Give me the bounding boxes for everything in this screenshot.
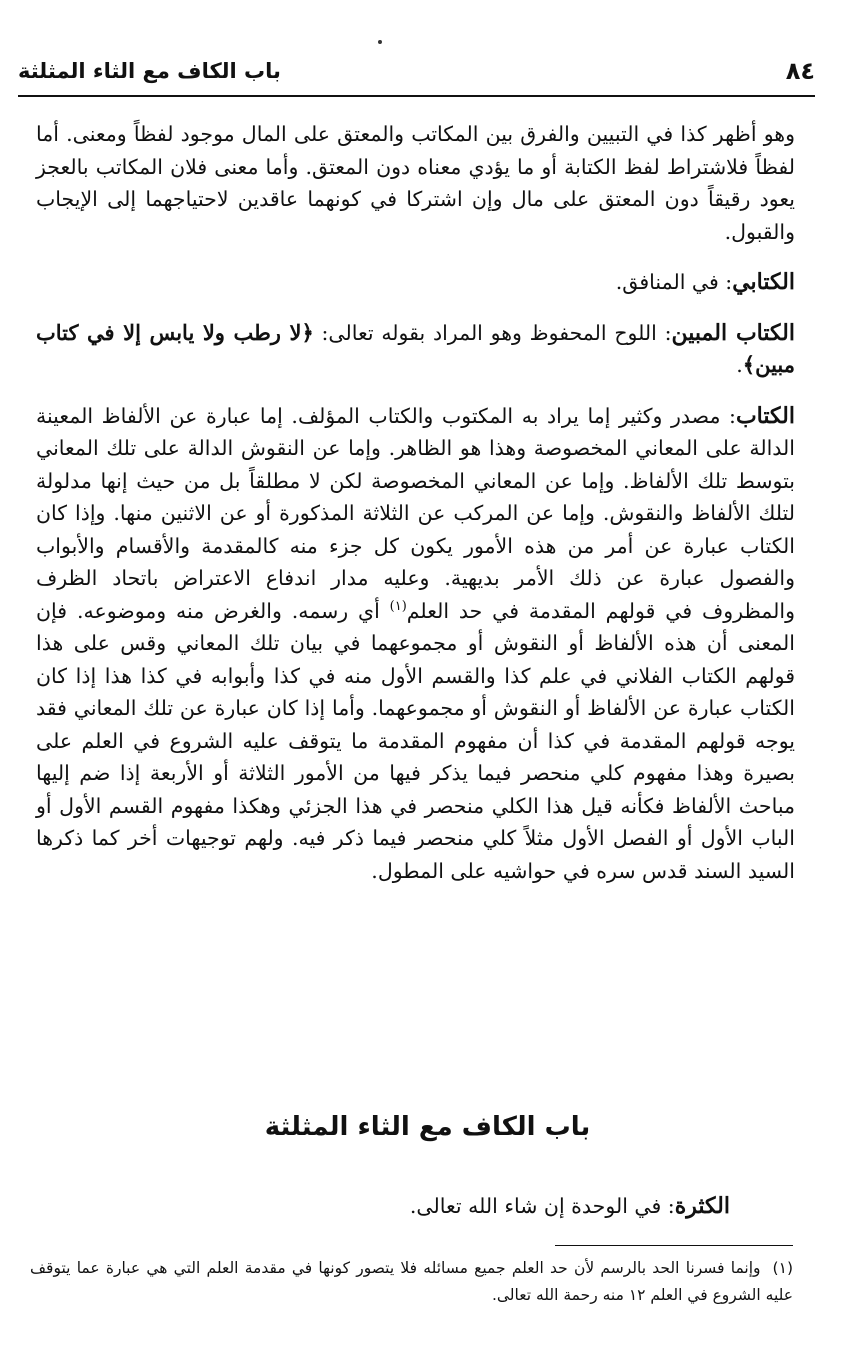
paragraph-continuation: وهو أظهر كذا في التبيين والفرق بين المكاتب والمعتق على المال موجود لفظاً ومعنى. أما لفظاً فلاشتراط لفظ الكتابة أو ما يؤدي معناه دون المعتق. وأما معنى فلان المكاتب بالعجز يعود رقيقاً دون المعتق على مال وإن اشتركا في كونهما عاقدين لاحتياجهما إلى الإيجاب والقبول. [36,122,795,244]
running-header [18,55,815,97]
entry-definition: : في المنافق. [615,270,733,294]
main-text [36,118,795,905]
entry-definition: : اللوح المحفوظ وهو المراد بقوله تعالى: [313,320,672,345]
entry-kitab-mubin [36,317,795,382]
running-title: باب الكاف مع الثاء المثلثة [18,59,281,83]
footnote-ref: (١) [389,598,407,614]
entry-text: : مصدر وكثير إما يراد به المكتوب والكتاب المؤلف. إما عبارة عن الألفاظ المعينة الدالة على المعاني المخصوصة وهذا هو الظاهر. وإما عن النقوش الدالة على تلك المعاني بتوسط تلك الألفاظ. وإما عن المعاني المخصوصة لكن لا مطلقاً بل من حيث إنها مدلولة لتلك الألفاظ والنقوش. وإما عن المركب عن الثلاثة المذكورة أو عن الاثنين منها. وإذا كان الكتاب عبارة عن أمر من هذه الأمور يكون كل جزء منه كالمقدمة والأقسام والأبواب والفصول عبارة عن ذلك الأمر بديهية. وعليه مدار اندفاع الاعتراض باتحاد الظرف والمظروف في قولهم المقدمة في حد العلم [36,403,795,623]
footnote-marker: (١) [772,1259,793,1277]
entry-text-continued: أي رسمه. والغرض منه وموضوعه. فإن المعنى أن هذه الألفاظ أو النقوش أو مجموعهما في بيان تلك المعاني وقس على هذا قولهم الكتاب الفلاني في علم كذا والقسم الأول منه في كذا وأبوابه في كذا هذا إذا كان الكتاب عبارة عن الألفاظ أو النقوش أو مجموعهما. وأما إذا كان عبارة عن تلك المعاني فقد يوجه قولهم المقدمة في كذا أن مفهوم المقدمة ما يتوقف عليه الشروع في العلم على بصيرة وهذا مفهوم كلي منحصر فيما يذكر فيها من الأمور الثلاثة أو الأربعة إذا ضم إليها مباحث الألفاظ فكأنه قيل هذا الكلي منحصر في هذا الجزئي وهكذا مفهوم القسم الأول أو الباب الأول أو الفصل الأول مثلاً كلي منحصر فيما ذكر فيه. ولهم توجيهات أخر كما ذكرها السيد السند قدس سره في حواشيه على المطول. [36,598,795,883]
footnote-separator [555,1245,793,1246]
entry-term: الكتاب المبين [671,319,795,346]
section-heading: باب الكاف مع الثاء المثلثة [264,1112,591,1142]
entry-kitab [36,400,795,888]
footnote-text: وإنما فسرنا الحد بالرسم لأن حد العلم جميع مسائله فلا يتصور كونها في مقدمة العلم التي هي عبارة عما يتوقف عليه الشروع في العلم ١٢ منه رحمة الله تعالى. [30,1259,793,1304]
quran-quote: ﴿لا رطب ولا يابس إلا في كتاب مبين﴾ [36,319,795,377]
entry-kathra [36,1190,730,1222]
entry-term: الكتاب [735,402,795,429]
entry-term: الكثرة [674,1193,730,1219]
entry-term: الكتابي [732,269,795,295]
entry-kitabi [36,266,795,299]
page-number: ٨٤ [785,57,815,85]
print-speck [378,40,382,44]
entry-definition: : في الوحدة إن شاء الله تعالى. [409,1194,675,1218]
entry-end: . [736,353,743,377]
footnote [30,1255,793,1309]
